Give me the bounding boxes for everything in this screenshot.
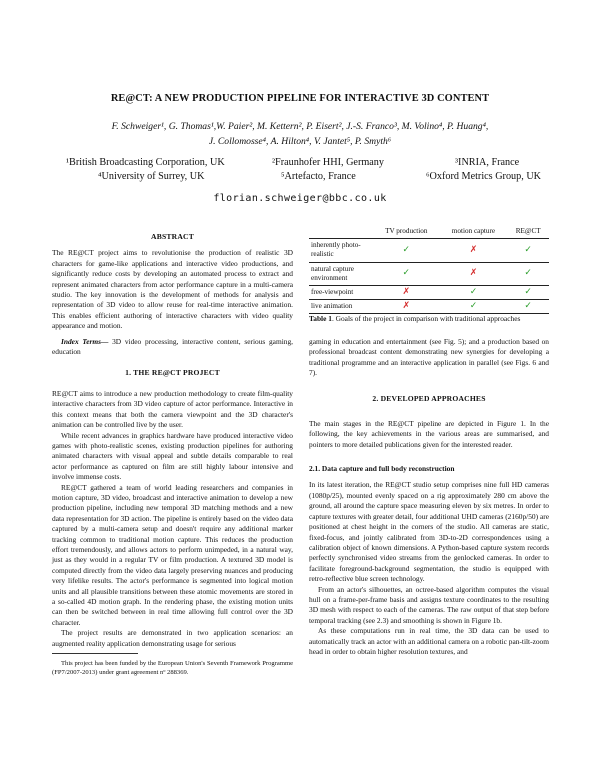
section-1-heading: 1. THE RE@CT PROJECT bbox=[125, 368, 220, 378]
table-cell-tv bbox=[373, 300, 440, 314]
abstract-heading: ABSTRACT bbox=[151, 232, 194, 241]
section-1-paragraph-3: RE@CT gathered a team of world leading researchers and companies in motion capture, 3D video, broadcast and interactive animation to develop a new production pipeline, including new temporal 3D matching methods and a new data representation for 3D action. The pipeline is entirely based on the video data captured by a multi-camera setup and doesn't require any additional marker tracking common to traditional motion capture. This reduces the production effort tremendously, and allows actors to perform unimpeded, in a natural way, just as they would in a regular TV or film production. A textured 3D model is computed directly from the video data largely preserving nuances and producing very lifelike results. The actor's performance is segmented into logical motion units and all plausible transitions between these atomic movements are stored in a so-called 4D motion graph. In the rendering phase, the existing motion units can then be switched between in real time allowing full control over the 3D character. bbox=[52, 482, 293, 627]
checkmark-icon: ✓ bbox=[524, 244, 532, 255]
checkmark-icon: ✓ bbox=[402, 268, 411, 279]
right-intro-paragraph: gaming in education and entertainment (see Fig. 5); and a production based on professional broadcast content demonstrating new synergies for developing a traditional programme and an interactive application in parallel (see Figs. 6 and 7). bbox=[309, 336, 549, 378]
index-terms-text: 3D video processing, interactive content, serious gaming, education bbox=[52, 336, 293, 357]
table-cell-mocap bbox=[440, 286, 508, 300]
cross-icon: ✗ bbox=[402, 301, 411, 312]
table-row bbox=[309, 300, 549, 314]
author-line-1: F. Schweiger¹, G. Thomas¹,W. Paier², M. Kettern², P. Eisert², J.-S. Franco³, M. Volino⁴, P. Huang⁴, bbox=[111, 121, 489, 132]
right-column bbox=[309, 227, 549, 657]
footnote-divider bbox=[52, 653, 138, 654]
checkmark-icon: ✓ bbox=[524, 301, 532, 312]
section-2-1-paragraph-1: In its latest iteration, the RE@CT studio setup comprises nine full HD cameras (1080p/25), mounted evenly spaced on a rig approximately 280 cm above the ground, all around the capture space measuring eleven by six metres. In order to capture textures with greater detail, four additional UHD cameras (2160p/50) are positioned at chest height in the corners of the studio. All cameras are static, fixed-focus, and jointly calibrated from 3D-to-2D correspondences using a calibration object of known dimensions. A Python-based capture system records perfectly synchronised video streams from the genlocked cameras. In order to facilitate foreground-background segmentation, the studio is equipped with retro-reflective blue screen technology. bbox=[309, 480, 549, 584]
table-row bbox=[309, 286, 549, 300]
affiliation-5: ⁵Artefacto, France bbox=[281, 171, 356, 182]
affiliation-1: ¹British Broadcasting Corporation, UK bbox=[66, 157, 225, 168]
table-cell-react bbox=[507, 286, 549, 300]
table-cell-mocap bbox=[440, 239, 508, 262]
goals-comparison-table bbox=[309, 227, 549, 314]
checkmark-icon: ✓ bbox=[524, 268, 532, 279]
table-row-label: inherently photo-realistic bbox=[311, 241, 361, 259]
section-1-paragraph-2: While recent advances in graphics hardware have produced interactive video games with photo-realistic scenes, existing production pipelines for authoring animated characters with visual appeal and subtle details comparable to real actor performance as captured on film are still highly labour intensive and involve immense costs. bbox=[52, 430, 293, 482]
affiliation-6: ⁶Oxford Metrics Group, UK bbox=[426, 171, 542, 182]
contact-email[interactable]: florian.schweiger@bbc.co.uk bbox=[213, 193, 387, 204]
table-row-label: free-viewpoint bbox=[311, 288, 354, 297]
table-caption bbox=[309, 314, 549, 324]
table-header-blank bbox=[309, 227, 373, 239]
checkmark-icon: ✓ bbox=[469, 287, 478, 298]
cross-icon: ✗ bbox=[402, 287, 411, 298]
index-terms bbox=[52, 337, 293, 358]
affiliation-3: ³INRIA, France bbox=[455, 157, 520, 168]
section-2-paragraph-1: The main stages in the RE@CT pipeline are depicted in Figure 1. In the following, the key achievements in the various areas are summarised, and pointers to more detailed publications given for the interested reader. bbox=[309, 418, 549, 449]
table-header-tv-production: TV production bbox=[385, 227, 428, 235]
section-1-paragraph-1: RE@CT aims to introduce a new production methodology to create film-quality interactive characters from 3D video capture of actor performance. Interactive in this context means that both the camera viewpoint and the 3D character's animation can be controlled live by the user. bbox=[52, 388, 293, 430]
table-cell-mocap bbox=[440, 262, 508, 285]
table-row-label: live animation bbox=[311, 302, 353, 311]
abstract-text: The RE@CT project aims to revolutionise the production of realistic 3D characters for game-like applications and interactive video productions, and significantly reduce costs by developing an automated process to extract and represent animated characters from actor performance capture in a multi-camera studio. The key innovation is the development of methods for analysis and representation of 3D video to allow reuse for real-time interactive animation. This enables efficient authoring of interactive characters with video quality appearance and motion. bbox=[52, 248, 293, 331]
section-1-paragraph-4: The project results are demonstrated in two application scenarios: an augmented reality application demonstrating usage for serious bbox=[52, 628, 293, 648]
table-row-label: natural capture environment bbox=[311, 264, 354, 282]
checkmark-icon: ✓ bbox=[469, 301, 478, 312]
section-2-heading: 2. DEVELOPED APPROACHES bbox=[372, 394, 486, 404]
author-line-2: J. Collomosse⁴, A. Hilton⁴, V. Jantet⁵, P. Smyth⁶ bbox=[208, 136, 392, 147]
cross-icon: ✗ bbox=[469, 268, 478, 279]
table-cell-react bbox=[507, 300, 549, 314]
checkmark-icon: ✓ bbox=[402, 244, 411, 255]
section-2-1-paragraph-3: As these computations run in real time, the 3D data can be used to automatically track an actor with an additional camera on a robotic pan-tilt-zoom head in order to obtain higher resolution textures, and bbox=[309, 626, 549, 656]
table-header-motion-capture: motion capture bbox=[451, 227, 496, 235]
affiliation-2: ²Fraunhofer HHI, Germany bbox=[272, 157, 384, 168]
table-cell-tv bbox=[373, 239, 440, 262]
funding-footnote: This project has been funded by the European Union's Seventh Framework Programme (FP7/2007-2013) under grant agreement nº 288369. bbox=[52, 660, 293, 677]
section-2-1-paragraph-2: From an actor's silhouettes, an octree-based algorithm computes the visual hull on a frame-per-frame basis and assigns texture coordinates to the resulting 3D mesh with respect to each of the cameras. The raw output of that step before temporal tracking (see 2.3) and smoothing is shown in Figure 1b. bbox=[309, 584, 549, 625]
table-cell-mocap bbox=[440, 300, 508, 314]
checkmark-icon: ✓ bbox=[524, 287, 532, 298]
table-caption-label: Table 1 bbox=[309, 314, 332, 324]
paper-title: RE@CT: A NEW PRODUCTION PIPELINE FOR INTERACTIVE 3D CONTENT bbox=[110, 93, 490, 104]
table-header-react: RE@CT bbox=[515, 227, 541, 235]
section-2-1-heading: 2.1. Data capture and full body reconstruction bbox=[309, 464, 455, 474]
table-row bbox=[309, 239, 549, 262]
affiliation-4: ⁴University of Surrey, UK bbox=[98, 171, 205, 182]
table-cell-react bbox=[507, 239, 549, 262]
index-terms-label: Index Terms— bbox=[61, 336, 109, 346]
author-list bbox=[40, 119, 560, 149]
table-cell-react bbox=[507, 262, 549, 285]
table-caption-text: . Goals of the project in comparison with traditional approaches bbox=[331, 314, 521, 324]
table-cell-tv bbox=[373, 286, 440, 300]
left-column bbox=[52, 232, 293, 677]
cross-icon: ✗ bbox=[469, 244, 478, 255]
table-row bbox=[309, 262, 549, 285]
table-cell-tv bbox=[373, 262, 440, 285]
